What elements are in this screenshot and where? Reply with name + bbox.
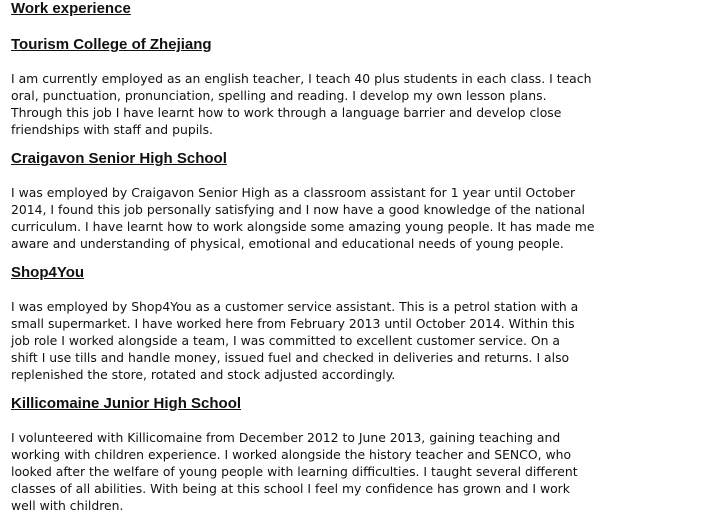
- body-line: curriculum. I have learnt how to work alongside some amazing young people. It has made me: [11, 219, 595, 234]
- body-line: aware and understanding of physical, emotional and educational needs of young people.: [11, 236, 564, 251]
- section-body: [11, 429, 701, 514]
- section-heading: Shop4You: [11, 264, 85, 281]
- body-line: I am currently employed as an english teacher, I teach 40 plus students in each class. I teach: [11, 71, 592, 86]
- body-line: I was employed by Craigavon Senior High as a classroom assistant for 1 year until October: [11, 185, 576, 200]
- page-title: Work experience: [11, 0, 131, 17]
- body-line: looked after the welfare of young people with learning difficulties. I taught several different: [11, 464, 578, 479]
- section-heading: Craigavon Senior High School: [11, 150, 227, 167]
- document-page: [11, 0, 701, 514]
- body-line: replenished the store, rotated and stock adjusted accordingly.: [11, 367, 396, 382]
- section-heading: Tourism College of Zhejiang: [11, 36, 212, 53]
- section-shop4you: [11, 264, 701, 383]
- body-line: well with children.: [11, 498, 124, 513]
- body-line: oral, punctuation, pronunciation, spelling and reading. I develop my own lesson plans.: [11, 88, 547, 103]
- body-line: 2014, I found this job personally satisfying and I now have a good knowledge of the national: [11, 202, 585, 217]
- section-body: [11, 184, 701, 252]
- body-line: I volunteered with Killicomaine from December 2012 to June 2013, gaining teaching and: [11, 430, 561, 445]
- section-heading: Killicomaine Junior High School: [11, 395, 242, 412]
- section-tourism-college: [11, 36, 701, 138]
- body-line: small supermarket. I have worked here from February 2013 until October 2014. Within this: [11, 316, 575, 331]
- body-line: shift I use tills and handle money, issued fuel and checked in deliveries and returns. I also: [11, 350, 570, 365]
- section-body: [11, 298, 701, 383]
- body-line: friendships with staff and pupils.: [11, 122, 213, 137]
- body-line: job role I worked alongside a team, I was committed to excellent customer service. On a: [11, 333, 561, 348]
- section-killicomaine: [11, 395, 701, 514]
- body-line: working with children experience. I worked alongside the history teacher and SENCO, who: [11, 447, 572, 462]
- body-line: classes of all abilities. With being at this school I feel my confidence has grown and I work: [11, 481, 570, 496]
- body-line: I was employed by Shop4You as a customer service assistant. This is a petrol station with a: [11, 299, 579, 314]
- section-body: [11, 70, 701, 138]
- body-line: Through this job I have learnt how to work through a language barrier and develop close: [11, 105, 562, 120]
- section-craigavon: [11, 150, 701, 252]
